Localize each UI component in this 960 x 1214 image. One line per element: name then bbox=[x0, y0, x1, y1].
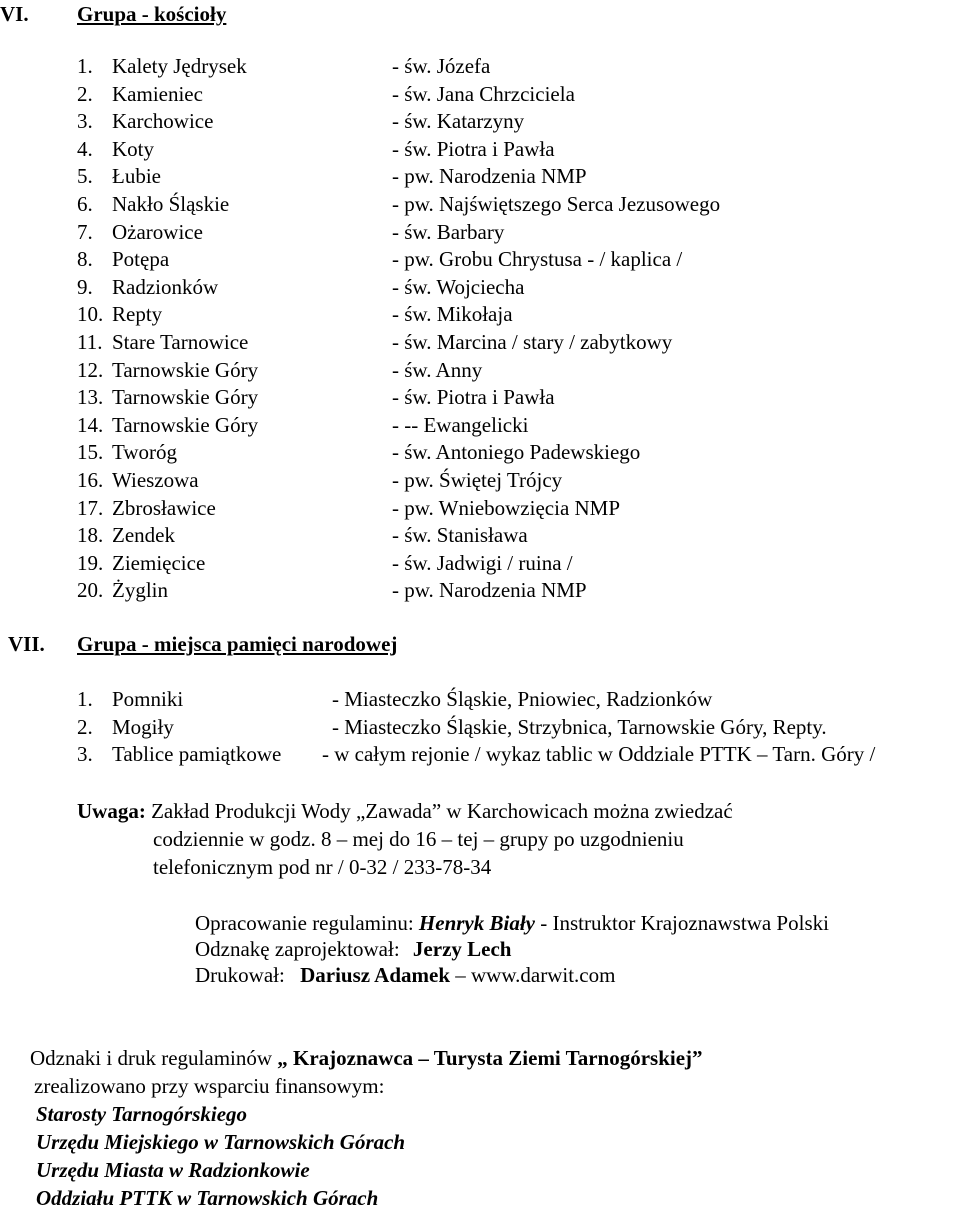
list-item bbox=[77, 687, 957, 715]
item-number: 7. bbox=[77, 219, 93, 244]
sponsor-item: Oddziału PTTK w Tarnowskich Górach bbox=[36, 1186, 379, 1210]
item-church: - św. Marcina / stary / zabytkowy bbox=[392, 329, 673, 354]
credits-print bbox=[195, 963, 615, 987]
item-place: Zbrosławice bbox=[112, 495, 216, 520]
list-item bbox=[77, 413, 937, 441]
credits-print-author: Dariusz Adamek bbox=[300, 963, 451, 987]
list-item bbox=[77, 523, 937, 551]
item-church: - św. Stanisława bbox=[392, 523, 528, 548]
item-type: Mogiły bbox=[112, 714, 174, 739]
item-number: 11. bbox=[77, 329, 103, 354]
item-number: 5. bbox=[77, 164, 93, 189]
item-place: Tarnowskie Góry bbox=[112, 412, 259, 437]
item-locations: - w całym rejonie / wykaz tablic w Oddziale PTTK – Tarn. Góry / bbox=[322, 742, 876, 767]
list-item bbox=[77, 330, 937, 358]
credits-regulations-role: - Instruktor Krajoznawstwa Polski bbox=[540, 911, 829, 935]
note-line-3: telefonicznym pod nr / 0-32 / 233-78-34 bbox=[153, 855, 492, 879]
item-number: 20. bbox=[77, 578, 104, 603]
item-place: Wieszowa bbox=[112, 467, 199, 492]
item-church: - św. Józefa bbox=[392, 54, 491, 78]
item-number: 4. bbox=[77, 136, 93, 161]
list-item bbox=[77, 192, 937, 220]
item-place: Ożarowice bbox=[112, 219, 203, 244]
list-item bbox=[77, 468, 937, 496]
item-church: - św. Mikołaja bbox=[392, 302, 513, 327]
item-number: 10. bbox=[77, 302, 104, 327]
item-number: 12. bbox=[77, 357, 104, 382]
item-church: - św. Piotra i Pawła bbox=[392, 136, 555, 161]
item-number: 1. bbox=[77, 687, 93, 711]
item-number: 2. bbox=[77, 714, 93, 739]
item-place: Radzionków bbox=[112, 274, 219, 299]
item-locations: - Miasteczko Śląskie, Strzybnica, Tarnowskie Góry, Repty. bbox=[332, 714, 827, 739]
list-item bbox=[77, 82, 937, 110]
list-item bbox=[77, 220, 937, 248]
item-number: 14. bbox=[77, 412, 104, 437]
note-line-2: codziennie w godz. 8 – mej do 16 – tej – grupy po uzgodnieniu bbox=[153, 827, 684, 851]
item-type: Tablice pamiątkowe bbox=[112, 742, 282, 767]
item-place: Łubie bbox=[112, 164, 161, 189]
churches-list bbox=[77, 54, 937, 606]
list-item bbox=[77, 578, 937, 606]
item-number: 2. bbox=[77, 81, 93, 106]
item-number: 17. bbox=[77, 495, 104, 520]
note-label: Uwaga: bbox=[77, 799, 146, 823]
item-place: Tworóg bbox=[112, 440, 178, 465]
list-item bbox=[77, 54, 937, 82]
item-church: - pw. Najświętszego Serca Jezusowego bbox=[392, 191, 721, 216]
section-6-heading: Grupa - kościoły bbox=[77, 2, 227, 26]
item-number: 19. bbox=[77, 550, 104, 575]
item-place: Nakło Śląskie bbox=[112, 191, 230, 216]
list-item bbox=[77, 742, 957, 770]
memorials-list bbox=[77, 687, 957, 770]
list-item bbox=[77, 247, 937, 275]
item-place: Ziemięcice bbox=[112, 550, 206, 575]
credits-badge-label: Odznakę zaprojektował: bbox=[195, 937, 400, 961]
list-item bbox=[77, 137, 937, 165]
list-item bbox=[77, 109, 937, 137]
item-church: - św. Jadwigi / ruina / bbox=[392, 550, 573, 575]
footer-title: „ Krajoznawca – Turysta Ziemi Tarnogórskiej” bbox=[277, 1046, 703, 1070]
sponsor-item: Starosty Tarnogórskiego bbox=[36, 1102, 248, 1126]
item-church: - św. Katarzyny bbox=[392, 109, 525, 134]
credits-regulations-label: Opracowanie regulaminu: bbox=[195, 911, 414, 935]
item-number: 1. bbox=[77, 54, 93, 78]
list-item bbox=[77, 496, 937, 524]
note-line-1 bbox=[77, 799, 733, 823]
footer-prefix: Odznaki i druk regulaminów bbox=[30, 1046, 273, 1070]
item-place: Kalety Jędrysek bbox=[112, 54, 247, 78]
item-church: - św. Wojciecha bbox=[392, 274, 525, 299]
item-number: 8. bbox=[77, 247, 93, 272]
item-number: 13. bbox=[77, 385, 104, 410]
list-item bbox=[77, 358, 937, 386]
item-number: 3. bbox=[77, 109, 93, 134]
item-place: Koty bbox=[112, 136, 154, 161]
sponsor-item: Urzędu Miasta w Radzionkowie bbox=[36, 1158, 310, 1182]
item-number: 16. bbox=[77, 467, 104, 492]
item-place: Stare Tarnowice bbox=[112, 329, 249, 354]
item-place: Repty bbox=[112, 302, 163, 327]
credits-print-website: – www.darwit.com bbox=[455, 963, 616, 987]
item-number: 15. bbox=[77, 440, 104, 465]
item-number: 6. bbox=[77, 191, 93, 216]
footer-line-2: zrealizowano przy wsparciu finansowym: bbox=[34, 1074, 385, 1098]
item-church: - pw. Świętej Trójcy bbox=[392, 467, 563, 492]
list-item bbox=[77, 385, 937, 413]
list-item bbox=[77, 275, 937, 303]
list-item bbox=[77, 715, 957, 743]
credits-badge-author: Jerzy Lech bbox=[412, 937, 512, 961]
sponsors-list bbox=[36, 1102, 405, 1214]
item-type: Pomniki bbox=[112, 687, 184, 711]
item-place: Żyglin bbox=[112, 578, 168, 603]
item-church: - -- Ewangelicki bbox=[392, 412, 529, 437]
item-church: - św. Piotra i Pawła bbox=[392, 385, 555, 410]
section-6-number: VI. bbox=[0, 2, 29, 26]
item-church: - pw. Narodzenia NMP bbox=[392, 164, 587, 189]
credits-regulations-author: Henryk Biały bbox=[418, 911, 535, 935]
item-church: - św. Anny bbox=[392, 357, 483, 382]
item-place: Karchowice bbox=[112, 109, 214, 134]
section-7-heading: Grupa - miejsca pamięci narodowej bbox=[77, 632, 398, 656]
item-church: - pw. Grobu Chrystusa - / kaplica / bbox=[392, 247, 683, 272]
item-place: Tarnowskie Góry bbox=[112, 357, 259, 382]
item-church: - św. Antoniego Padewskiego bbox=[392, 440, 641, 465]
item-place: Kamieniec bbox=[112, 81, 203, 106]
section-7-number: VII. bbox=[8, 632, 45, 656]
credits-badge bbox=[195, 937, 511, 961]
credits-regulations bbox=[195, 911, 829, 935]
sponsor-item: Urzędu Miejskiego w Tarnowskich Górach bbox=[36, 1130, 406, 1154]
list-item bbox=[77, 302, 937, 330]
item-place: Potępa bbox=[112, 247, 170, 272]
list-item bbox=[77, 440, 937, 468]
item-number: 9. bbox=[77, 274, 93, 299]
list-item bbox=[77, 164, 937, 192]
item-church: - św. Jana Chrzciciela bbox=[392, 81, 575, 106]
note-text-1: Zakład Produkcji Wody „Zawada” w Karchowicach można zwiedzać bbox=[151, 799, 733, 823]
item-number: 3. bbox=[77, 742, 93, 767]
item-place: Tarnowskie Góry bbox=[112, 385, 259, 410]
item-church: - pw. Wniebowzięcia NMP bbox=[392, 495, 621, 520]
credits-print-label: Drukował: bbox=[195, 963, 285, 987]
item-place: Zendek bbox=[112, 523, 175, 548]
item-locations: - Miasteczko Śląskie, Pniowiec, Radzionków bbox=[332, 687, 713, 711]
list-item bbox=[77, 551, 937, 579]
item-church: - św. Barbary bbox=[392, 219, 505, 244]
item-number: 18. bbox=[77, 523, 104, 548]
footer-line-1 bbox=[30, 1046, 703, 1070]
item-church: - pw. Narodzenia NMP bbox=[392, 578, 587, 603]
